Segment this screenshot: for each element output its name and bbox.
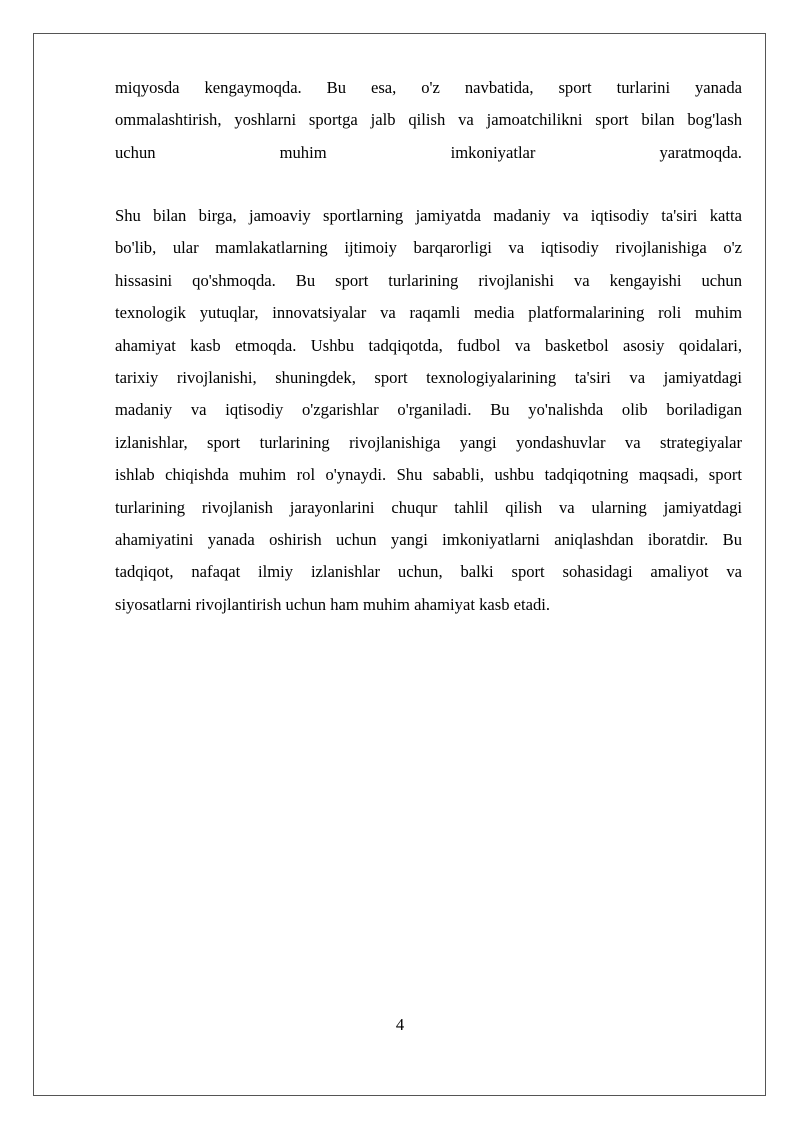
word: yaratmoqda. bbox=[659, 142, 742, 162]
text-line: ahamiyat kasb etmoqda. Ushbu tadqiqotda, fudbol va basketbol asosiy qoidalari, bbox=[115, 335, 742, 355]
word: uchun bbox=[115, 142, 156, 162]
paragraph-1 bbox=[115, 72, 742, 169]
text-line: texnologik yutuqlar, innovatsiyalar va raqamli media platformalarining roli muhim bbox=[115, 303, 742, 323]
text-line: izlanishlar, sport turlarining rivojlanishiga yangi yondashuvlar va strategiyalar bbox=[115, 432, 742, 452]
text-line: miqyosda kengaymoqda. Bu esa, o'z navbatida, sport turlarini yanada bbox=[115, 78, 742, 97]
text-line: Shu bilan birga, jamoaviy sportlarning jamiyatda madaniy va iqtisodiy ta'siri katta bbox=[115, 206, 742, 225]
paragraph-2 bbox=[115, 200, 742, 621]
text-line: tadqiqot, nafaqat ilmiy izlanishlar uchun, balki sport sohasidagi amaliyot va bbox=[115, 562, 742, 582]
word: imkoniyatlar bbox=[450, 142, 536, 162]
text-line: hissasini qo'shmoqda. Bu sport turlarining rivojlanishi va kengayishi uchun bbox=[115, 270, 742, 290]
text-line: bo'lib, ular mamlakatlarning ijtimoiy barqarorligi va iqtisodiy rivojlanishiga o'z bbox=[115, 238, 742, 258]
text-line: madaniy va iqtisodiy o'zgarishlar o'rganiladi. Bu yo'nalishda olib boriladigan bbox=[115, 400, 742, 420]
text-line: siyosatlarni rivojlantirish uchun ham muhim ahamiyat kasb etadi. bbox=[115, 594, 551, 614]
word: muhim bbox=[279, 142, 327, 162]
page-number: 4 bbox=[395, 1015, 405, 1034]
text-line: ommalashtirish, yoshlarni sportga jalb qilish va jamoatchilikni sport bilan bog'lash bbox=[115, 110, 742, 130]
text-line-spread bbox=[115, 137, 742, 169]
text-line: turlarining rivojlanish jarayonlarini chuqur tahlil qilish va ularning jamiyatdagi bbox=[115, 497, 742, 517]
text-line: ishlab chiqishda muhim rol o'ynaydi. Shu sababli, ushbu tadqiqotning maqsadi, sport bbox=[115, 465, 742, 485]
text-line: ahamiyatini yanada oshirish uchun yangi imkoniyatlarni aniqlashdan iboratdir. Bu bbox=[115, 529, 742, 549]
text-line: tarixiy rivojlanishi, shuningdek, sport texnologiyalarining ta'siri va jamiyatdagi bbox=[115, 367, 742, 387]
